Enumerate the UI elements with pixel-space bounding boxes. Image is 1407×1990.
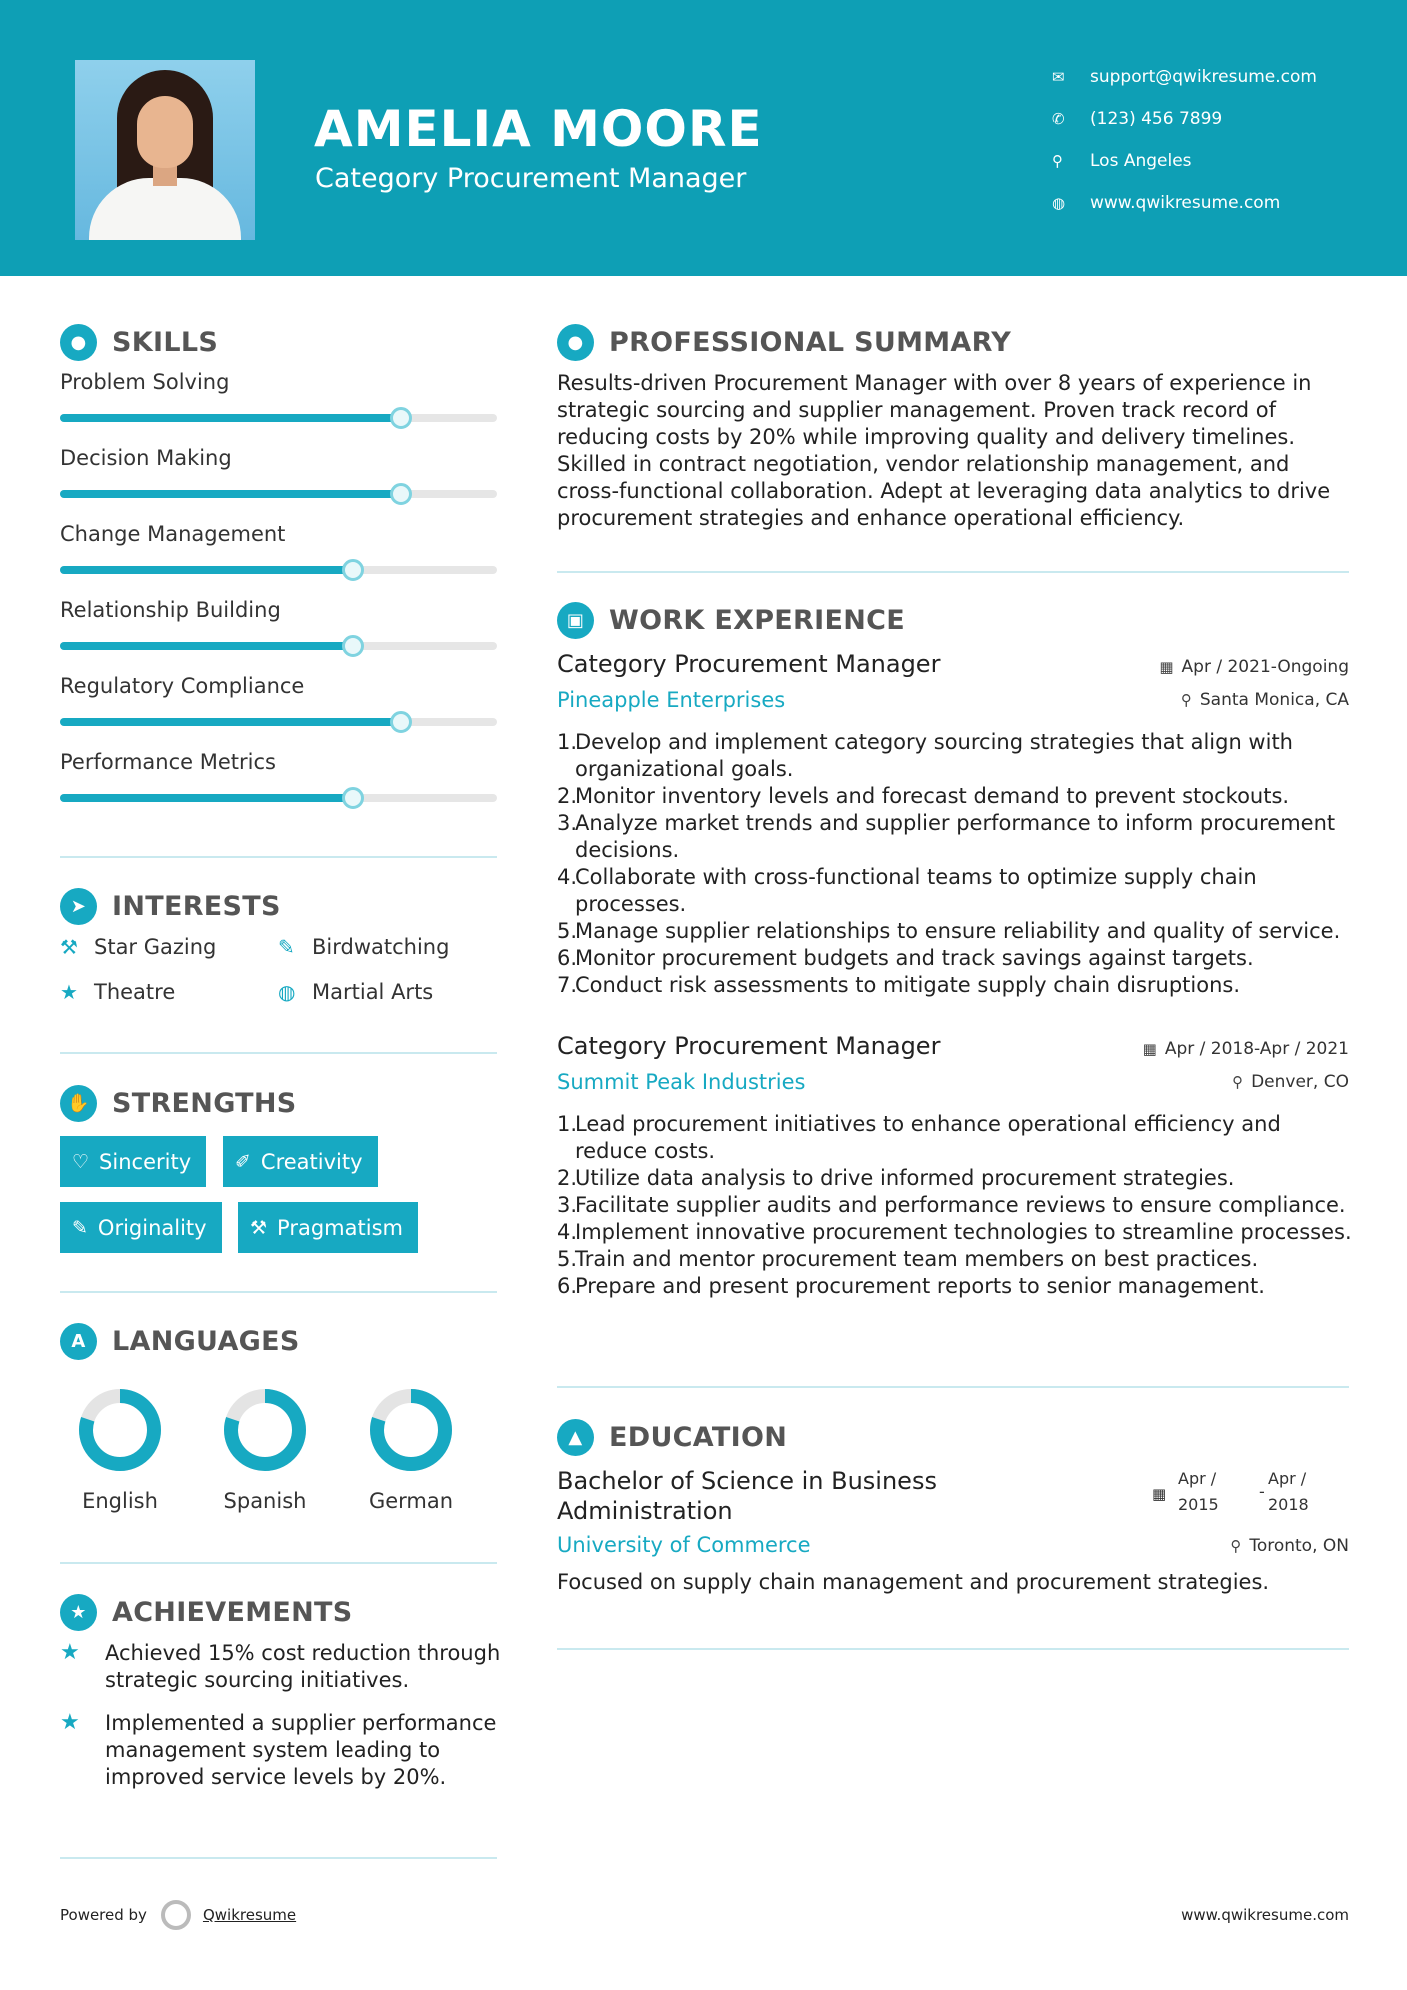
languages-title: LANGUAGES [112,1326,300,1357]
header-banner [0,0,1407,276]
contact-location-text: Los Angeles [1090,151,1192,171]
contact-location [1052,140,1317,182]
language-name: English [82,1489,158,1513]
skill-bar [60,794,497,802]
job-bullets [557,729,1357,999]
contact-email[interactable] [1052,56,1317,98]
job-bullet: 5. Manage supplier relationships to ensure reliability and quality of service. [557,919,1341,943]
job-location-text: Denver, CO [1251,1072,1349,1092]
candidate-name: AMELIA MOORE [314,100,763,158]
achievements-title: ACHIEVEMENTS [112,1597,353,1628]
job-title: Category Procurement Manager [557,650,941,678]
job-bullet-text: Implement innovative procurement technologies to streamline processes. [575,1220,1352,1244]
edu-start-date [1178,1466,1219,1518]
job-bullet: 6. Monitor procurement budgets and track savings against targets. [557,946,1254,970]
user-icon: ● [557,324,594,361]
summary-heading [557,324,1011,361]
strength-label: Sincerity [99,1149,192,1174]
skill-bar-fill [60,414,401,422]
calendar-icon: ▦ [1152,1485,1167,1503]
degree-line: Bachelor of Science in Business [557,1467,937,1495]
skill-label: Decision Making [60,446,232,470]
briefcase-icon: ▣ [557,602,594,639]
hammer-icon: ⚒ [60,935,78,959]
contact-phone[interactable] [1052,98,1317,140]
skill-label: Change Management [60,522,286,546]
edit-icon: ✎ [278,935,295,959]
interest-label: Birdwatching [312,935,450,959]
strength-tag [60,1202,222,1253]
job-bullet-text: Facilitate supplier audits and performance reviews to ensure compliance. [575,1193,1346,1217]
skill-label: Performance Metrics [60,750,276,774]
education-title: EDUCATION [609,1422,788,1453]
edu-date-line: 2015 [1178,1495,1219,1514]
job-date-text: Apr / 2018-Apr / 2021 [1164,1039,1349,1059]
brand-link[interactable]: Qwikresume [202,1906,297,1924]
footer-url[interactable]: www.qwikresume.com [1181,1906,1349,1924]
profile-photo [75,60,255,240]
edu-description: Focused on supply chain management and procurement strategies. [557,1570,1270,1594]
skill-bar-fill [60,490,401,498]
divider [60,1562,497,1564]
divider [60,1291,497,1293]
pin-icon: ⚲ [1230,1537,1242,1555]
divider [60,856,497,858]
interest-label: Theatre [94,980,176,1004]
skill-bar-fill [60,642,353,650]
school-name[interactable]: University of Commerce [557,1533,811,1557]
job-date [1159,657,1349,677]
interest-item [60,935,216,959]
lightbulb-icon: ● [60,324,97,361]
job-bullet-text: Collaborate with cross-functional teams to optimize supply chain processes. [575,865,1257,916]
job-bullets [557,1111,1357,1300]
interest-label: Star Gazing [94,935,217,959]
job-bullet: 5. Train and mentor procurement team members on best practices. [557,1247,1259,1271]
edu-end-date [1268,1466,1309,1518]
strength-tag [238,1202,418,1253]
award-icon: ★ [60,1594,97,1631]
education-heading [557,1419,787,1456]
job-bullet-text: Monitor procurement budgets and track savings against targets. [575,946,1254,970]
skill-bar-fill [60,718,401,726]
interest-item [60,980,175,1004]
footer-powered-by [60,1900,296,1930]
strength-label: Creativity [260,1149,363,1174]
star-icon: ★ [60,1640,80,1665]
language-name: Spanish [223,1489,307,1513]
job-bullet: 2. Utilize data analysis to drive informed procurement strategies. [557,1166,1235,1190]
skill-bar-fill [60,794,353,802]
skill-bar [60,642,497,650]
language-name: German [368,1489,454,1513]
skill-label: Regulatory Compliance [60,674,305,698]
language-level-ring [220,1385,310,1475]
job-bullet-text: Analyze market trends and supplier performance to inform procurement decisions. [575,811,1336,862]
languages-heading [60,1323,300,1360]
skill-bar-knob [342,787,364,809]
contact-phone-text: (123) 456 7899 [1090,109,1223,129]
brush-icon: ✐ [235,1150,251,1173]
skill-label: Relationship Building [60,598,281,622]
job-date [1143,1039,1349,1059]
job-bullet: 6. Prepare and present procurement reports to senior management. [557,1274,1265,1298]
degree-line: Administration [557,1497,733,1525]
calendar-icon: ▦ [1159,658,1174,676]
job-bullet: 1. Develop and implement category sourcing strategies that align with organizational goals. [557,729,1357,783]
skill-bar-knob [342,559,364,581]
edu-date-line: 2018 [1268,1495,1309,1514]
pin-icon: ⚲ [1052,152,1063,170]
strength-label: Pragmatism [277,1215,403,1240]
experience-heading [557,602,905,639]
language-icon: A [60,1323,97,1360]
job-bullet-text: Train and mentor procurement team members on best practices. [575,1247,1259,1271]
skill-bar [60,718,497,726]
achievement-item [60,1640,510,1694]
edu-location-text: Toronto, ON [1249,1536,1349,1556]
job-bullet-text: Utilize data analysis to drive informed procurement strategies. [575,1166,1235,1190]
skill-bar-knob [390,711,412,733]
divider [60,1857,497,1859]
skill-bar-knob [342,635,364,657]
contact-website[interactable] [1052,182,1317,224]
globe-icon: ◍ [278,980,296,1004]
language-level-ring [75,1385,165,1475]
job-bullet: 3. Analyze market trends and supplier performance to inform procurement decisions. [557,810,1357,864]
skill-bar [60,414,497,422]
graduate-icon: ▲ [557,1419,594,1456]
edu-date-line: Apr / [1178,1469,1217,1488]
edu-location [1230,1536,1349,1556]
hammer-icon: ⚒ [250,1216,268,1239]
job-location [1232,1072,1349,1092]
divider [557,1386,1349,1388]
interest-label: Martial Arts [312,980,434,1004]
job-title: Category Procurement Manager [557,1032,941,1060]
contact-email-text: support@qwikresume.com [1090,67,1317,87]
job-bullet: 1. Lead procurement initiatives to enhance operational efficiency and reduce costs. [557,1111,1357,1165]
skill-bar [60,490,497,498]
divider [557,571,1349,573]
paper-plane-icon: ➤ [60,888,97,925]
job-bullet-text: Develop and implement category sourcing strategies that align with organizational goals. [575,730,1293,781]
job-bullet: 7. Conduct risk assessments to mitigate supply chain disruptions. [557,973,1241,997]
job-company[interactable]: Summit Peak Industries [557,1070,806,1094]
skills-heading [60,324,218,361]
star-icon: ★ [60,980,78,1004]
job-bullet-text: Lead procurement initiatives to enhance operational efficiency and reduce costs. [575,1112,1281,1163]
globe-icon: ◍ [1052,194,1066,212]
heart-icon: ♡ [72,1150,90,1173]
strength-tag [60,1136,206,1187]
job-bullet-text: Manage supplier relationships to ensure reliability and quality of service. [575,919,1341,943]
strengths-heading [60,1085,297,1122]
edu-date-dash: - [1259,1482,1265,1501]
degree-title [557,1466,937,1526]
strength-tag [223,1136,378,1187]
pin-icon: ⚲ [1232,1073,1244,1091]
skill-bar-knob [390,407,412,429]
candidate-role: Category Procurement Manager [315,163,747,194]
achievement-item [60,1710,510,1791]
job-bullet: 4. Implement innovative procurement technologies to streamline processes. [557,1220,1352,1244]
job-location [1181,690,1349,710]
experience-title: WORK EXPERIENCE [609,605,905,636]
language-level-ring [366,1385,456,1475]
skill-bar [60,566,497,574]
mail-icon: ✉ [1052,68,1065,86]
hand-icon: ✋ [60,1085,97,1122]
contact-website-text: www.qwikresume.com [1090,193,1281,213]
summary-title: PROFESSIONAL SUMMARY [609,327,1012,358]
pin-icon: ⚲ [1180,691,1192,709]
achievement-text: Achieved 15% cost reduction through strategic sourcing initiatives. [105,1641,501,1692]
edu-date-line: Apr / [1268,1469,1307,1488]
qwikresume-logo-icon [161,1900,191,1930]
strengths-title: STRENGTHS [112,1088,297,1119]
divider [60,1052,497,1054]
skills-title: SKILLS [112,327,219,358]
star-icon: ★ [60,1710,80,1735]
job-bullet-text: Prepare and present procurement reports to senior management. [575,1274,1265,1298]
job-bullet-text: Monitor inventory levels and forecast demand to prevent stockouts. [575,784,1290,808]
interests-heading [60,888,281,925]
job-bullet: 4. Collaborate with cross-functional teams to optimize supply chain processes. [557,864,1357,918]
achievement-text: Implemented a supplier performance management system leading to improved service levels by 20%. [105,1711,497,1789]
phone-icon: ✆ [1052,110,1065,128]
skill-bar-knob [390,483,412,505]
job-company[interactable]: Pineapple Enterprises [557,688,786,712]
job-bullet: 2. Monitor inventory levels and forecast demand to prevent stockouts. [557,784,1290,808]
achievements-heading [60,1594,353,1631]
strength-label: Originality [97,1215,207,1240]
job-bullet-text: Conduct risk assessments to mitigate supply chain disruptions. [575,973,1241,997]
job-bullet: 3. Facilitate supplier audits and performance reviews to ensure compliance. [557,1193,1346,1217]
divider [557,1648,1349,1650]
interest-item [278,980,433,1004]
summary-text: Results-driven Procurement Manager with over 8 years of experience in strategic sourcing and supplier management. Proven track record of reducing costs by 20% while improving quality and delivery timelines. Skilled in contract negotiation, vendor relationship management, and cross-functional collaboration. Adept at leveraging data analytics to drive procurement strategies and enhance operational efficiency. [557,371,1331,530]
pencil-icon: ✎ [72,1216,88,1239]
interests-title: INTERESTS [112,891,281,922]
interest-item [278,935,449,959]
skill-bar-fill [60,566,353,574]
skill-label: Problem Solving [60,370,230,394]
contact-list [1052,56,1317,224]
powered-by-label: Powered by [60,1906,147,1924]
job-location-text: Santa Monica, CA [1199,690,1349,710]
calendar-icon: ▦ [1142,1040,1157,1058]
job-date-text: Apr / 2021-Ongoing [1181,657,1349,677]
